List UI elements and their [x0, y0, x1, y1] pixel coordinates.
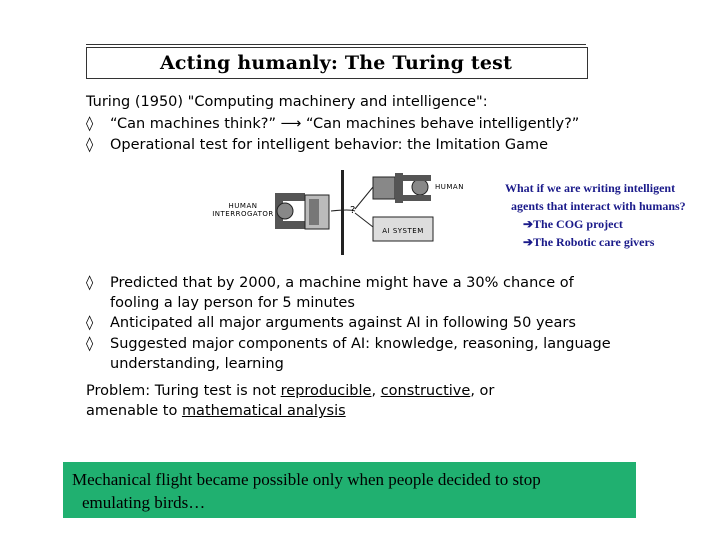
bullet-text: Predicted that by 2000, a machine might have a 30% chance of: [110, 275, 574, 291]
interrogator-figure: [275, 193, 329, 229]
bullet-text: “Can machines think?” ⟶ “Can machines behave intelligently?”: [110, 116, 580, 132]
partition-wall: [341, 170, 344, 255]
turing-test-diagram: [205, 165, 505, 260]
slide-title: Acting humanly: The Turing test: [159, 52, 513, 74]
problem-constructive: constructive: [380, 383, 471, 399]
bullet-glyph: ◊: [86, 116, 94, 132]
title-top-rule: [86, 44, 586, 45]
bullet-glyph: ◊: [86, 336, 94, 352]
side-note-line: agents that interact with humans?: [511, 199, 686, 213]
flight-callout-line: emulating birds…: [82, 493, 206, 512]
ai-system-box: [373, 217, 433, 241]
human-figure: [373, 173, 431, 203]
ai-system-label: AI SYSTEM: [382, 227, 424, 235]
problem-prefix: Problem: Turing test is not: [86, 383, 281, 399]
cog-project-item: ➔The COG project: [523, 217, 623, 231]
flight-callout-line: Mechanical flight became possible only when people decided to stop: [72, 470, 541, 489]
robotic-caregivers-item: ➔The Robotic care givers: [523, 235, 655, 249]
problem-mathematical: mathematical analysis: [181, 403, 346, 419]
flight-callout-text: [72, 468, 632, 514]
bullet-text: Anticipated all major arguments against AI in following 50 years: [110, 315, 576, 331]
bullet-text: Operational test for intelligent behavior: the Imitation Game: [110, 137, 549, 153]
problem-line-1: [86, 383, 494, 399]
problem-suffix: , or: [470, 383, 495, 399]
side-note: [505, 179, 720, 251]
bullet-components-cont: understanding, learning: [110, 356, 284, 372]
bullet-components: [86, 336, 611, 352]
bullet-imitation-game: [86, 137, 548, 153]
problem-reproducible: reproducible: [280, 383, 372, 399]
question-mark: ?: [350, 205, 356, 216]
bullet-arguments: [86, 315, 576, 331]
problem-line-2: [86, 403, 346, 419]
bullet-prediction: [86, 275, 574, 291]
interrogator-label-2: INTERROGATOR: [212, 210, 274, 218]
bullet-glyph: ◊: [86, 137, 94, 153]
bullet-text: Suggested major components of AI: knowledge, reasoning, language: [110, 336, 611, 352]
citation-line: Turing (1950) "Computing machinery and intelligence":: [86, 94, 488, 110]
bullet-prediction-cont: fooling a lay person for 5 minutes: [110, 295, 355, 311]
problem-line2-prefix: amenable to: [86, 403, 182, 419]
bullet-glyph: ◊: [86, 275, 94, 291]
problem-comma: ,: [371, 383, 381, 399]
bullet-can-machines-think: [86, 116, 579, 132]
human-label: HUMAN: [435, 183, 464, 191]
side-note-line: What if we are writing intelligent: [505, 181, 676, 195]
bullet-glyph: ◊: [86, 315, 94, 331]
interrogator-label-1: HUMAN: [228, 202, 258, 210]
